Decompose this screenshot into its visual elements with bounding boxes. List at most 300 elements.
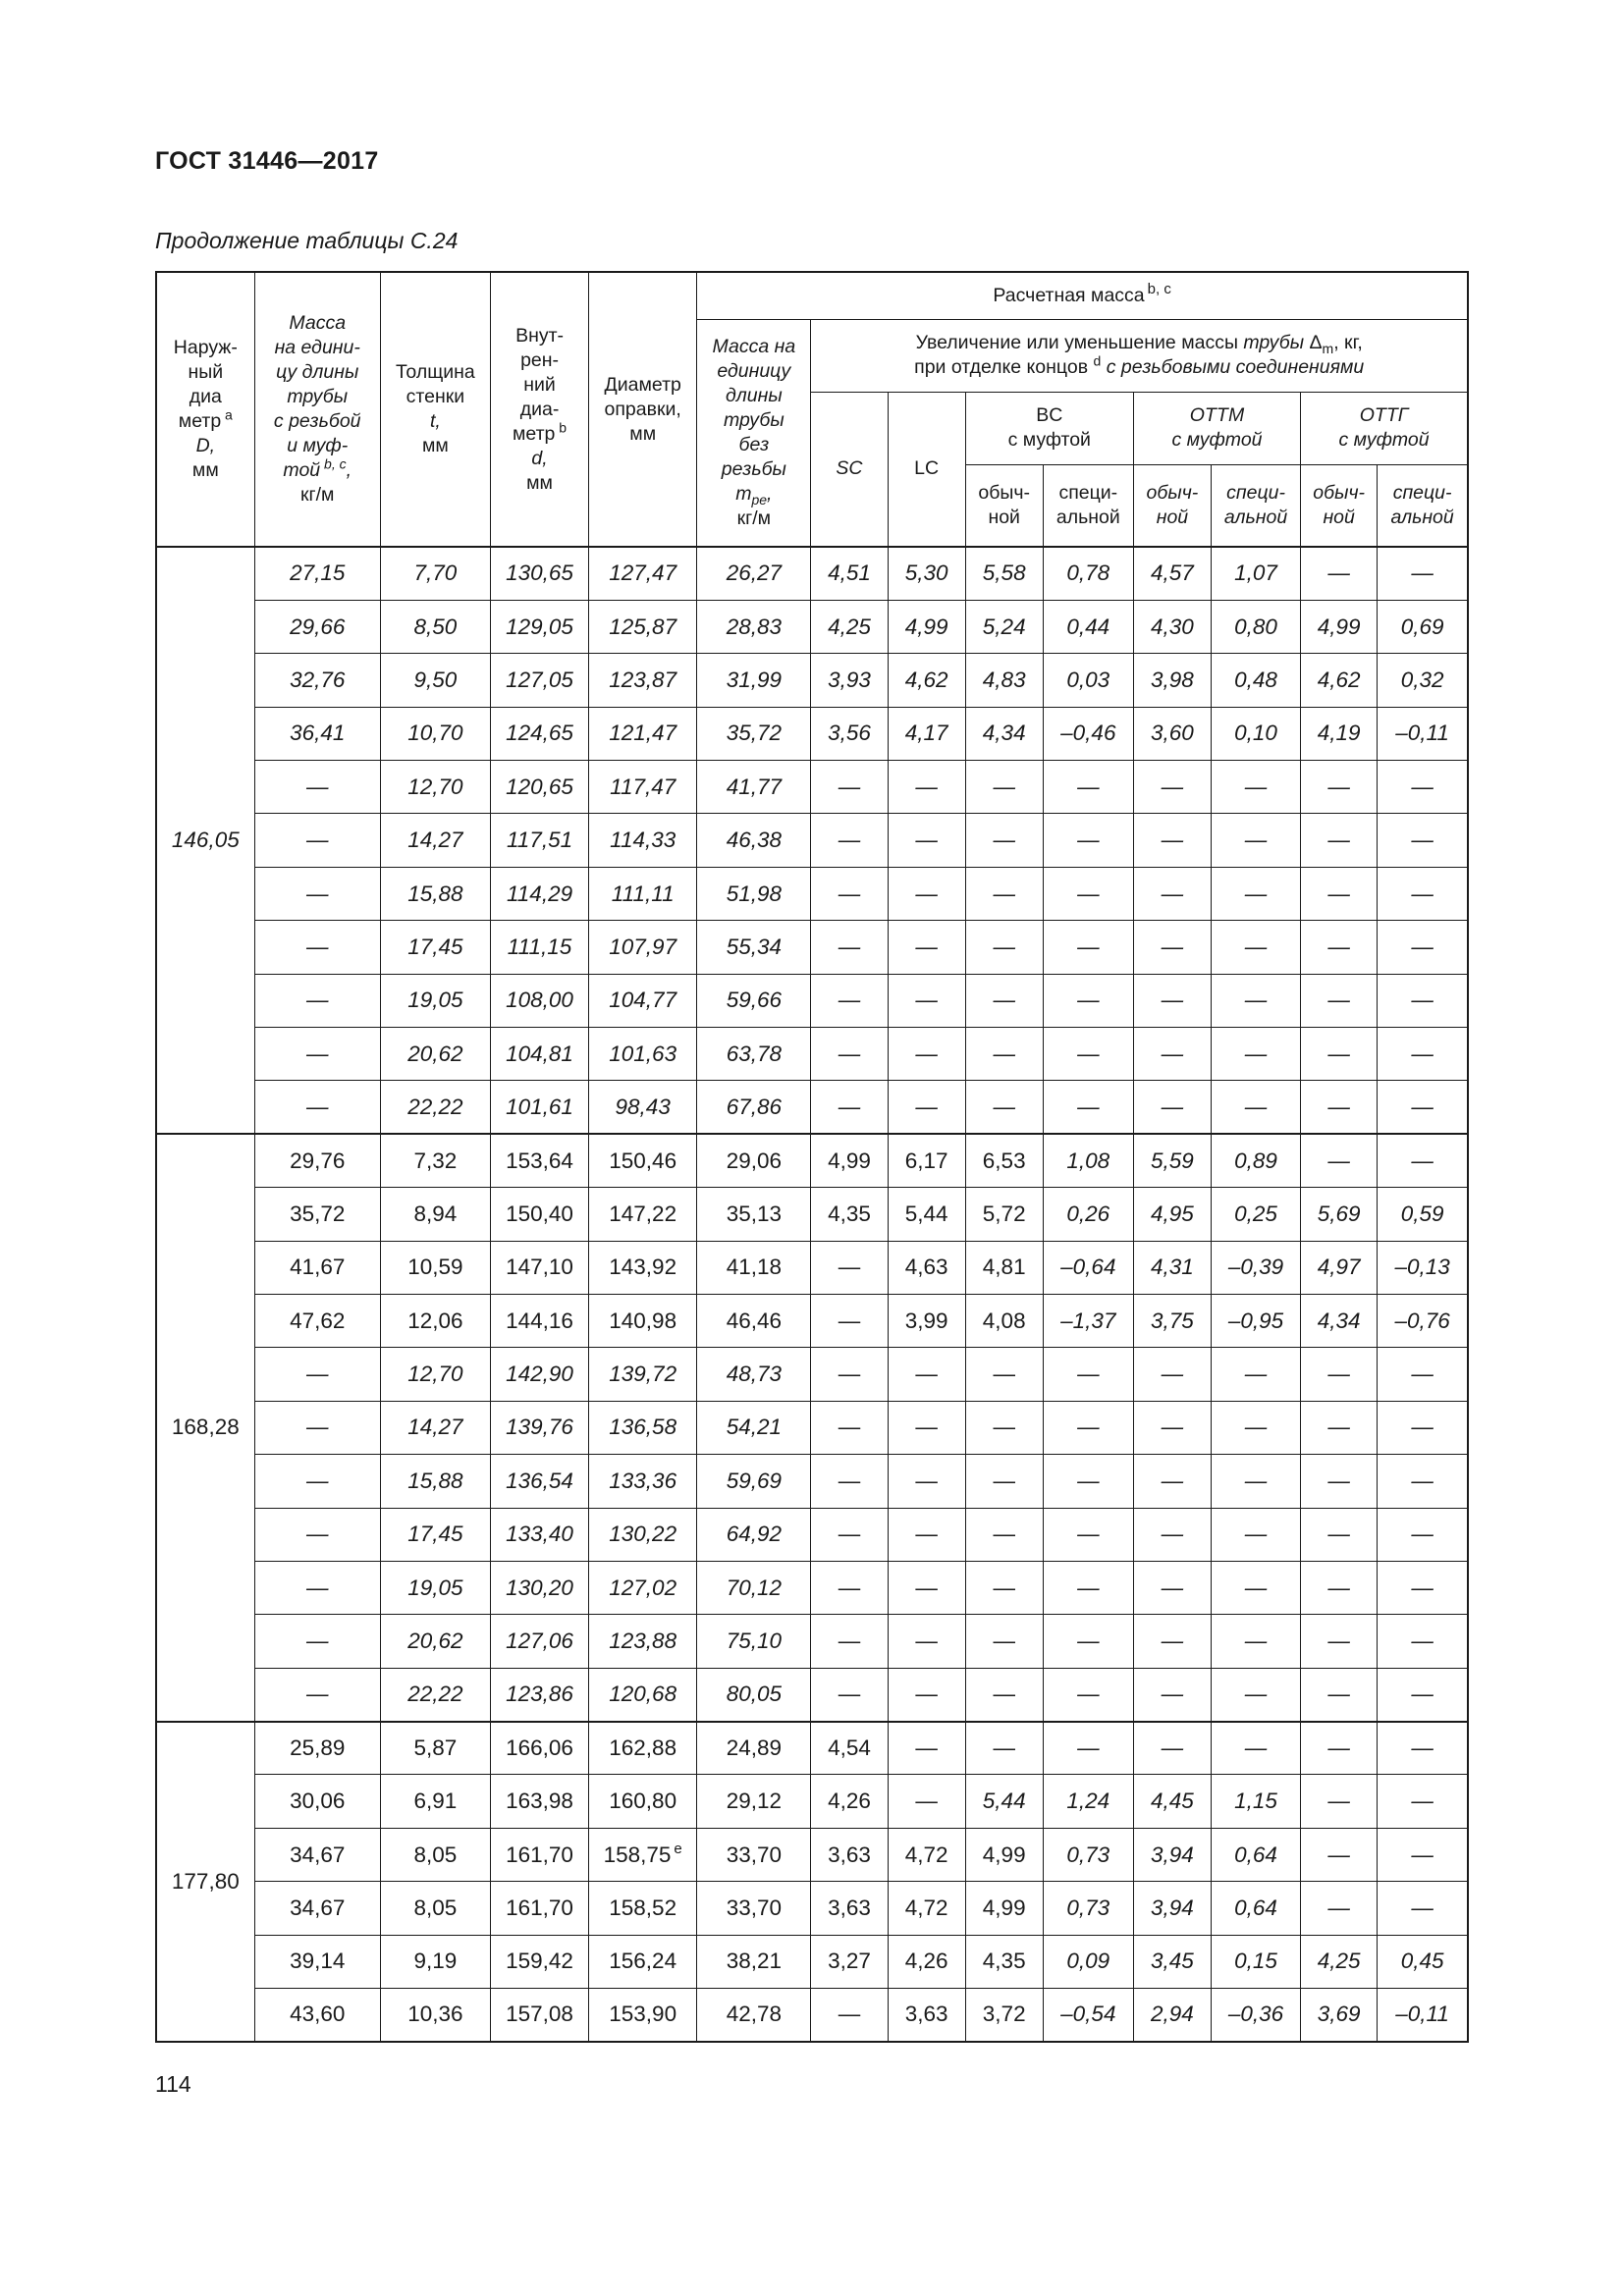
table-cell: 4,99 (965, 1882, 1043, 1935)
table-cell: — (1133, 867, 1211, 920)
table-cell: 4,99 (811, 1134, 888, 1187)
table-cell: 17,45 (380, 921, 490, 974)
table-row (156, 814, 1468, 867)
table-cell: 4,25 (811, 600, 888, 653)
table-cell: — (1301, 1668, 1378, 1721)
table-cell: 34,67 (254, 1828, 380, 1881)
table-cell: 14,27 (380, 814, 490, 867)
table-cell: 142,90 (490, 1348, 588, 1401)
table-cell: 127,02 (589, 1561, 697, 1614)
table-cell: — (1301, 1561, 1378, 1614)
header-ottg-special (1378, 464, 1468, 547)
table-cell: 3,99 (888, 1294, 965, 1347)
table-cell: — (1301, 974, 1378, 1027)
table-cell: 3,63 (811, 1828, 888, 1881)
table-cell: 5,58 (965, 547, 1043, 600)
header-line: обыч- (1146, 481, 1199, 504)
table-cell: 46,38 (697, 814, 811, 867)
table-cell: 47,62 (254, 1294, 380, 1347)
table-cell: 0,80 (1211, 600, 1300, 653)
table-cell: — (1378, 974, 1468, 1027)
table-cell: — (254, 867, 380, 920)
header-line: мм (191, 459, 219, 481)
table-cell: 4,57 (1133, 547, 1211, 600)
table-cell: 127,06 (490, 1615, 588, 1668)
header-line: длины (725, 384, 783, 406)
table-cell: — (1211, 1348, 1300, 1401)
table-row (156, 707, 1468, 760)
header-line: с муфтой (1171, 429, 1263, 451)
table-cell: — (1378, 867, 1468, 920)
table-cell: 6,17 (888, 1134, 965, 1187)
table-cell: — (1378, 1134, 1468, 1187)
table-cell: 4,26 (811, 1775, 888, 1828)
header-line: t, (429, 410, 441, 432)
table-cell: — (1133, 1615, 1211, 1668)
table-cell: — (1378, 1081, 1468, 1134)
table-cell: 4,30 (1133, 600, 1211, 653)
table-cell: 64,92 (697, 1508, 811, 1561)
header-line: Масса (289, 312, 347, 334)
table-cell: 4,97 (1301, 1241, 1378, 1294)
table-row (156, 1134, 1468, 1187)
table-cell: — (811, 1508, 888, 1561)
header-outer-diameter: Наруж- ный диа метр $^a$ D, мм (156, 272, 254, 547)
header-ottm-regular (1133, 464, 1211, 547)
table-cell: — (1133, 921, 1211, 974)
table-cell: 101,63 (589, 1028, 697, 1081)
table-cell: — (1211, 1508, 1300, 1561)
table-cell: 33,70 (697, 1828, 811, 1881)
table-cell: 121,47 (589, 707, 697, 760)
table-cell: — (965, 1455, 1043, 1508)
table-cell: 3,98 (1133, 654, 1211, 707)
table-cell: 3,75 (1133, 1294, 1211, 1347)
table-cell: 33,70 (697, 1882, 811, 1935)
table-cell: — (1133, 1455, 1211, 1508)
table-cell: 107,97 (589, 921, 697, 974)
table-row (156, 974, 1468, 1027)
table-cell: 4,63 (888, 1241, 965, 1294)
table-cell: — (1301, 1401, 1378, 1454)
table-cell: — (965, 1668, 1043, 1721)
table-cell: 4,95 (1133, 1188, 1211, 1241)
table-cell: –0,36 (1211, 1989, 1300, 2042)
table-cell: –0,13 (1378, 1241, 1468, 1294)
table-cell: — (1301, 1615, 1378, 1668)
table-cell: –1,37 (1043, 1294, 1133, 1347)
table-cell: — (811, 1989, 888, 2042)
table-cell: 160,80 (589, 1775, 697, 1828)
table-row (156, 1081, 1468, 1134)
table-cell: 147,10 (490, 1241, 588, 1294)
table-cell: — (965, 867, 1043, 920)
table-cell: — (1378, 1561, 1468, 1614)
table-cell: 3,63 (888, 1989, 965, 2042)
table-cell: — (811, 1668, 888, 1721)
table-cell: 31,99 (697, 654, 811, 707)
header-line: Толщина (396, 361, 475, 383)
row-group-168-28 (156, 1134, 1468, 1721)
table-row (156, 654, 1468, 707)
outer-diameter-cell: 146,05 (156, 547, 254, 1134)
header-line: трубы (287, 386, 349, 407)
table-cell: 75,10 (697, 1615, 811, 1668)
header-wall-thickness (380, 272, 490, 547)
table-cell: 5,59 (1133, 1134, 1211, 1187)
header-line: ОТТГ (1359, 404, 1409, 426)
table-cell: 32,76 (254, 654, 380, 707)
table-cell: 156,24 (589, 1935, 697, 1988)
header-line: Масса на (712, 335, 796, 357)
header-line: кг/м (736, 507, 772, 529)
table-cell: 0,09 (1043, 1935, 1133, 1988)
table-row (156, 1668, 1468, 1721)
header-line: обыч- (978, 481, 1031, 504)
table-cell: — (1043, 761, 1133, 814)
table-cell: — (811, 974, 888, 1027)
table-cell: 0,89 (1211, 1134, 1300, 1187)
table-cell: 0,03 (1043, 654, 1133, 707)
table-cell: 10,36 (380, 1989, 490, 2042)
table-cell: 3,94 (1133, 1828, 1211, 1881)
table-cell: — (1043, 1508, 1133, 1561)
table-cell: — (1133, 974, 1211, 1027)
table-cell: — (1378, 1828, 1468, 1881)
table-cell: — (1378, 1028, 1468, 1081)
header-line: ной (1323, 506, 1355, 528)
table-cell: 4,72 (888, 1828, 965, 1881)
table-cell: — (965, 921, 1043, 974)
table-cell: — (888, 974, 965, 1027)
table-cell: 140,98 (589, 1294, 697, 1347)
table-cell: 147,22 (589, 1188, 697, 1241)
table-cell: — (811, 1561, 888, 1614)
table-cell: — (1211, 1455, 1300, 1508)
table-cell: 0,26 (1043, 1188, 1133, 1241)
table-cell: 136,58 (589, 1401, 697, 1454)
table-cell: 5,72 (965, 1188, 1043, 1241)
table-cell: 3,93 (811, 654, 888, 707)
table-row (156, 1028, 1468, 1081)
table-cell: — (254, 761, 380, 814)
table-cell: — (254, 1508, 380, 1561)
table-cell: 4,99 (888, 600, 965, 653)
table-cell: 9,19 (380, 1935, 490, 1988)
header-line: специ- (1226, 481, 1285, 504)
table-cell: 150,46 (589, 1134, 697, 1187)
table-cell: 7,70 (380, 547, 490, 600)
table-row (156, 1348, 1468, 1401)
table-cell: — (888, 1775, 965, 1828)
table-row (156, 1508, 1468, 1561)
table-cell: 111,11 (589, 867, 697, 920)
table-row (156, 1455, 1468, 1508)
table-cell: — (811, 814, 888, 867)
table-caption: Продолжение таблицы С.24 (155, 228, 459, 253)
table-cell: 4,34 (1301, 1294, 1378, 1347)
table-cell: 159,42 (490, 1935, 588, 1988)
table-cell: 125,87 (589, 600, 697, 653)
header-line: альной (1390, 506, 1454, 528)
header-line: Внут- (515, 324, 565, 347)
table-cell: 0,73 (1043, 1882, 1133, 1935)
table-cell: — (1378, 1508, 1468, 1561)
table-cell: 12,06 (380, 1294, 490, 1347)
table-cell: 20,62 (380, 1615, 490, 1668)
table-cell: — (1043, 1028, 1133, 1081)
table-cell: 133,40 (490, 1508, 588, 1561)
table-cell: 80,05 (697, 1668, 811, 1721)
header-line: диа- (519, 398, 560, 420)
header-line: ный (188, 361, 224, 383)
table-cell: 70,12 (697, 1561, 811, 1614)
table-cell: 0,25 (1211, 1188, 1300, 1241)
table-cell: 139,72 (589, 1348, 697, 1401)
table-cell: –0,76 (1378, 1294, 1468, 1347)
table-cell: — (1043, 1722, 1133, 1775)
table-cell: 6,53 (965, 1134, 1043, 1187)
table-cell: 4,62 (1301, 654, 1378, 707)
table-cell: 4,83 (965, 654, 1043, 707)
table-header (156, 272, 1468, 547)
table-row (156, 600, 1468, 653)
table-cell: 12,70 (380, 1348, 490, 1401)
table-cell: — (811, 867, 888, 920)
table-cell: 41,67 (254, 1241, 380, 1294)
table-cell: 4,35 (811, 1188, 888, 1241)
table-cell: 3,45 (1133, 1935, 1211, 1988)
table-cell: 0,15 (1211, 1935, 1300, 1988)
table-cell: 5,30 (888, 547, 965, 600)
table-cell: — (1301, 814, 1378, 867)
table-cell: 0,10 (1211, 707, 1300, 760)
table-cell: 4,26 (888, 1935, 965, 1988)
table-cell: — (888, 921, 965, 974)
table-cell: 4,51 (811, 547, 888, 600)
table-cell: — (888, 1561, 965, 1614)
table-cell: — (254, 1081, 380, 1134)
table-cell: 4,81 (965, 1241, 1043, 1294)
table-cell: — (1378, 1722, 1468, 1775)
table-cell: — (1301, 761, 1378, 814)
table-cell: — (1301, 1508, 1378, 1561)
table-cell: — (254, 1668, 380, 1721)
table-cell: — (1301, 1828, 1378, 1881)
header-line: резьбы (721, 457, 786, 480)
table-cell: 4,31 (1133, 1241, 1211, 1294)
table-cell: 10,70 (380, 707, 490, 760)
header-sc: SC (811, 392, 888, 547)
table-row (156, 1294, 1468, 1347)
table-cell: 98,43 (589, 1081, 697, 1134)
table-cell: — (1133, 1508, 1211, 1561)
table-cell: — (254, 814, 380, 867)
table-cell: 101,61 (490, 1081, 588, 1134)
table-row (156, 867, 1468, 920)
table-cell: 59,69 (697, 1455, 811, 1508)
table-cell: 1,24 (1043, 1775, 1133, 1828)
table-cell: 120,65 (490, 761, 588, 814)
table-cell: 4,35 (965, 1935, 1043, 1988)
table-cell: 114,33 (589, 814, 697, 867)
header-line: Наруж- (173, 337, 238, 358)
table-cell: 55,34 (697, 921, 811, 974)
table-cell: — (254, 974, 380, 1027)
table-cell: 26,27 (697, 547, 811, 600)
table-cell: — (1211, 1401, 1300, 1454)
table-cell: 5,44 (888, 1188, 965, 1241)
table-cell: 4,72 (888, 1882, 965, 1935)
table-cell: 161,70 (490, 1882, 588, 1935)
header-line: специ- (1392, 481, 1452, 504)
table-cell: — (965, 1722, 1043, 1775)
table-cell: — (965, 1615, 1043, 1668)
table-row (156, 1775, 1468, 1828)
table-cell: 14,27 (380, 1401, 490, 1454)
table-cell: 35,13 (697, 1188, 811, 1241)
table-cell: 4,08 (965, 1294, 1043, 1347)
header-line: мм (526, 471, 553, 494)
header-ottm (1133, 392, 1300, 464)
table-cell: 4,99 (965, 1828, 1043, 1881)
table-cell: 127,47 (589, 547, 697, 600)
table-cell: — (1211, 974, 1300, 1027)
header-bc (965, 392, 1133, 464)
table-cell: 123,87 (589, 654, 697, 707)
header-inner-diameter: Внут- рен- ний диа- метр $^b$ d, мм (490, 272, 588, 547)
table-cell: 3,63 (811, 1882, 888, 1935)
table-cell: 8,94 (380, 1188, 490, 1241)
table-cell: –0,54 (1043, 1989, 1133, 2042)
table-cell: — (811, 761, 888, 814)
table-cell: — (1043, 1348, 1133, 1401)
table-cell: — (254, 1615, 380, 1668)
table-cell: –0,39 (1211, 1241, 1300, 1294)
table-row (156, 547, 1468, 600)
table-cell: — (1378, 814, 1468, 867)
table-cell: 9,50 (380, 654, 490, 707)
table-cell: 163,98 (490, 1775, 588, 1828)
table-cell: 67,86 (697, 1081, 811, 1134)
table-cell: 133,36 (589, 1455, 697, 1508)
table-cell: 51,98 (697, 867, 811, 920)
table-cell: 15,88 (380, 867, 490, 920)
table-cell: –0,46 (1043, 707, 1133, 760)
table-cell: — (1043, 974, 1133, 1027)
table-cell: — (965, 1561, 1043, 1614)
table-cell: — (1378, 921, 1468, 974)
table-cell: –0,64 (1043, 1241, 1133, 1294)
table-cell: — (1211, 921, 1300, 974)
table-row (156, 1828, 1468, 1881)
table-cell: — (1133, 1561, 1211, 1614)
table-cell: — (1301, 1882, 1378, 1935)
table-cell: — (1301, 1348, 1378, 1401)
table-row (156, 921, 1468, 974)
table-cell: 0,69 (1378, 600, 1468, 653)
table-cell: 39,14 (254, 1935, 380, 1988)
table-cell: — (1378, 547, 1468, 600)
table-cell: 24,89 (697, 1722, 811, 1775)
table-row (156, 1615, 1468, 1668)
table-cell: 153,90 (589, 1989, 697, 2042)
table-cell: 12,70 (380, 761, 490, 814)
header-line: альной (1055, 506, 1120, 528)
table-cell: — (1211, 1561, 1300, 1614)
table-cell: 104,81 (490, 1028, 588, 1081)
header-bc-special (1043, 464, 1133, 547)
table-cell: — (811, 1081, 888, 1134)
outer-diameter-cell: 177,80 (156, 1722, 254, 2042)
table-cell: 104,77 (589, 974, 697, 1027)
table-cell: — (888, 1348, 965, 1401)
table-cell: 4,45 (1133, 1775, 1211, 1828)
table-cell: 123,86 (490, 1668, 588, 1721)
table-cell: — (1043, 921, 1133, 974)
table-cell: 1,08 (1043, 1134, 1133, 1187)
table-cell: — (888, 1668, 965, 1721)
table-cell: 22,22 (380, 1081, 490, 1134)
table-cell: — (888, 1401, 965, 1454)
table-cell: 17,45 (380, 1508, 490, 1561)
table-cell: 5,44 (965, 1775, 1043, 1828)
header-line: стенки (406, 386, 465, 407)
table-cell: — (1211, 867, 1300, 920)
table-cell: — (811, 1401, 888, 1454)
table-cell: 59,66 (697, 974, 811, 1027)
table-cell: — (1378, 1455, 1468, 1508)
table-cell: — (1301, 1455, 1378, 1508)
table-cell: — (1211, 1668, 1300, 1721)
table-cell: 123,88 (589, 1615, 697, 1668)
table-cell: 0,44 (1043, 600, 1133, 653)
table-cell: 3,72 (965, 1989, 1043, 2042)
table-row (156, 1188, 1468, 1241)
header-line: и муф- (287, 435, 349, 456)
table-cell: — (811, 1615, 888, 1668)
table-cell: 120,68 (589, 1668, 697, 1721)
header-line: метр (513, 422, 556, 445)
table-cell: — (965, 1348, 1043, 1401)
table-cell: — (1378, 1775, 1468, 1828)
table-cell: 36,41 (254, 707, 380, 760)
header-line: ной (1156, 506, 1189, 528)
table-cell: — (811, 1241, 888, 1294)
header-delta-mass: Увеличение или уменьшение массы трубы $\Delta_m$, кг, при отделке концов $^d$ с резьбовыми соединениями (811, 319, 1468, 392)
table-cell: 3,94 (1133, 1882, 1211, 1935)
table-cell: — (254, 1455, 380, 1508)
table-cell: — (965, 1081, 1043, 1134)
table-cell: — (1211, 1081, 1300, 1134)
table-cell: — (1133, 1668, 1211, 1721)
table-cell: 29,66 (254, 600, 380, 653)
table-cell: 117,47 (589, 761, 697, 814)
table-cell: — (1301, 921, 1378, 974)
table-cell: — (965, 1508, 1043, 1561)
header-line: альной (1223, 506, 1288, 528)
table-cell: — (1211, 761, 1300, 814)
table-cell: — (888, 1615, 965, 1668)
table-row (156, 1989, 1468, 2042)
table-cell: 29,76 (254, 1134, 380, 1187)
table-cell: — (1043, 1455, 1133, 1508)
table-cell: — (1211, 1028, 1300, 1081)
table-cell: 166,06 (490, 1722, 588, 1775)
header-line: m (735, 482, 752, 505)
header-mandrel-diameter (589, 272, 697, 547)
table-cell: — (1133, 814, 1211, 867)
